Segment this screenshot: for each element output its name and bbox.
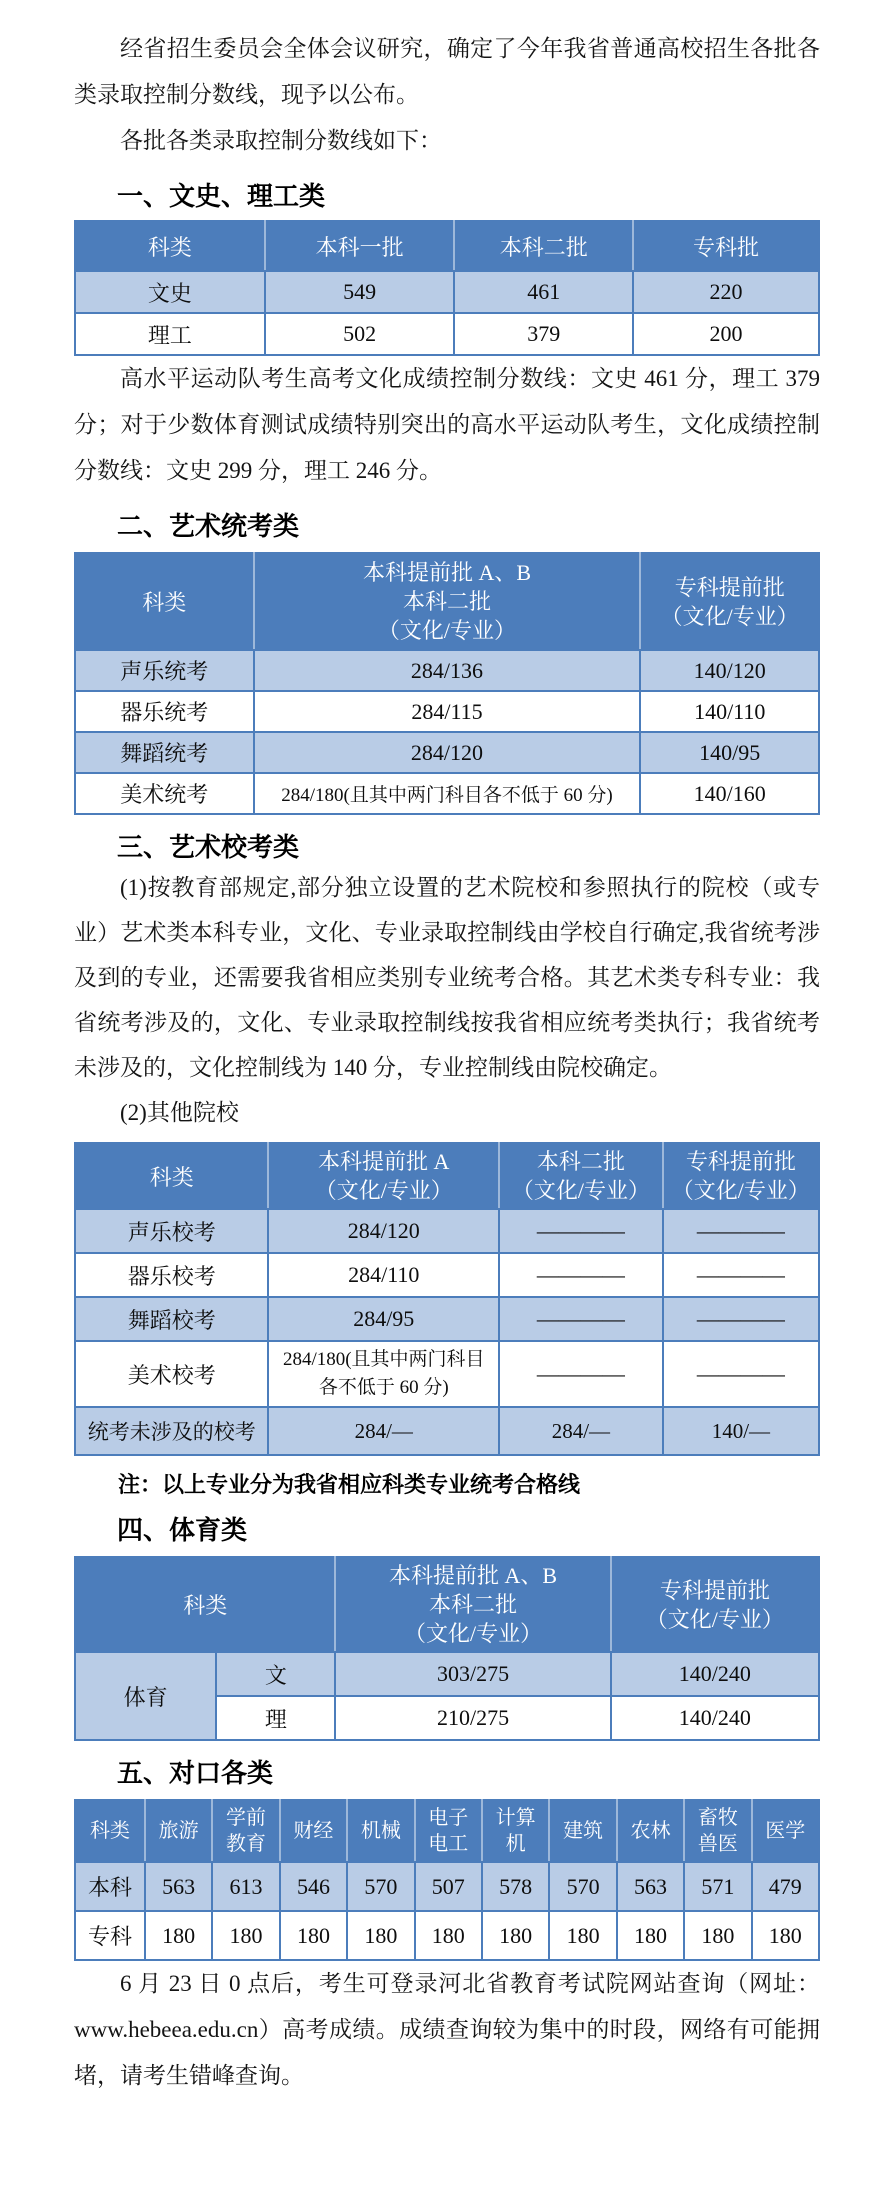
score-cell: 284/180(且其中两门科目各不低于 60 分) [268,1341,499,1407]
header-line: 本科提前批 A [318,1149,450,1174]
row-label: 舞蹈统考 [75,732,254,773]
row-label: 文 [216,1652,335,1696]
column-header [268,1143,499,1209]
score-cell: 502 [265,313,455,355]
score-cell: 140/95 [640,732,819,773]
header-line: 本科二批 [429,1592,518,1617]
score-table-vocational [74,1799,820,1961]
header-line: （文化/专业） [511,1178,650,1203]
score-cell: ———— [499,1341,663,1407]
header-line: （文化/专业） [403,1621,543,1646]
score-cell: 180 [212,1911,279,1960]
score-cell: 578 [482,1862,549,1911]
row-label: 舞蹈校考 [75,1297,268,1341]
intro-paragraph-1: 经省招生委员会全体会议研究，确定了今年我省普通高校招生各批各类录取控制分数线，现予以公布。 [74,36,820,107]
table-row [75,271,819,313]
header-line: （文化/专业） [314,1178,453,1203]
score-cell: 546 [280,1862,347,1911]
table-row [75,773,819,814]
score-cell: 180 [549,1911,616,1960]
score-cell: 284/115 [254,691,641,732]
score-cell: 379 [454,313,633,355]
column-header: 本科二批 [454,221,633,271]
column-header: 科类 [75,1800,145,1862]
table-row [75,1297,819,1341]
score-cell: 479 [752,1862,819,1911]
row-label: 本科 [75,1862,145,1911]
score-cell: 180 [280,1911,347,1960]
table-row [75,1911,819,1960]
score-cell: 613 [212,1862,279,1911]
score-cell: 180 [415,1911,482,1960]
column-header [254,553,641,650]
section-heading-3: 三、艺术校考类 [117,832,300,862]
header-line: （文化/专业） [671,1178,810,1203]
column-header: 农林 [617,1800,684,1862]
row-label: 美术校考 [75,1341,268,1407]
column-header: 电子电工 [415,1800,482,1862]
score-cell: 461 [454,271,633,313]
score-cell: 284/136 [254,650,641,691]
column-header: 计算机 [482,1800,549,1862]
score-cell: 284/— [268,1407,499,1455]
table-header-row [75,1143,819,1209]
score-cell: 284/95 [268,1297,499,1341]
score-table-art-unified [74,552,820,815]
score-cell: ———— [663,1209,819,1253]
score-table-sports [74,1556,820,1741]
score-cell: 507 [415,1862,482,1911]
score-cell: 563 [145,1862,212,1911]
score-cell: 571 [684,1862,751,1911]
score-cell: 570 [347,1862,414,1911]
score-cell: 200 [633,313,819,355]
header-line: 本科二批 [536,1149,625,1174]
score-cell: 210/275 [335,1696,610,1740]
section-heading-5: 五、对口各类 [117,1758,274,1788]
art-school-paragraph: (1)按教育部规定,部分独立设置的艺术院校和参照执行的院校（或专业）艺术类本科专业，文化、专业录取控制线由学校自行确定,我省统考涉及到的专业，还需要我省相应类别专业统考合格。其艺术类专科专业：我省统考涉及的，文化、专业录取控制线按我省相应统考类执行；我省统考未涉及的，文化控制线为 140 分，专业控制线由院校确定。 [74,875,820,1080]
score-cell: 563 [617,1862,684,1911]
athletes-note-paragraph: 高水平运动队考生高考文化成绩控制分数线：文史 461 分，理工 379 分；对于少数体育测试成绩特别突出的高水平运动队考生，文化成绩控制分数线：文史 299 分，理工 246 分。 [74,366,820,483]
column-header: 专科批 [633,221,819,271]
table-row [75,1652,819,1696]
closing-paragraph: 6 月 23 日 0 点后，考生可登录河北省教育考试院网站查询（网址：www.hebeea.edu.cn）高考成绩。成绩查询较为集中的时段，网络有可能拥堵，请考生错峰查询。 [74,1971,820,2088]
score-cell: 284/120 [268,1209,499,1253]
table-row [75,1341,819,1407]
column-header [611,1557,819,1652]
score-cell: 140/110 [640,691,819,732]
score-cell: 140/160 [640,773,819,814]
row-label: 器乐统考 [75,691,254,732]
row-label: 理 [216,1696,335,1740]
score-cell: ———— [499,1297,663,1341]
row-label: 统考未涉及的校考 [75,1407,268,1455]
score-cell: 180 [482,1911,549,1960]
row-label: 声乐校考 [75,1209,268,1253]
column-header: 学前教育 [212,1800,279,1862]
score-cell: 284/110 [268,1253,499,1297]
column-header [640,553,819,650]
row-label: 美术统考 [75,773,254,814]
score-cell: 284/180(且其中两门科目各不低于 60 分) [254,773,641,814]
score-cell: 303/275 [335,1652,610,1696]
row-group-label: 体育 [75,1652,216,1740]
score-cell: ———— [663,1341,819,1407]
row-label: 文史 [75,271,265,313]
table-row [75,1253,819,1297]
section-heading-2: 二、艺术统考类 [117,511,300,541]
table-row [75,1209,819,1253]
score-cell: ———— [663,1253,819,1297]
score-cell: 140/120 [640,650,819,691]
column-header: 科类 [75,1143,268,1209]
table-row [75,691,819,732]
column-header: 旅游 [145,1800,212,1862]
header-line: （文化/专业） [377,618,517,643]
score-cell: 180 [145,1911,212,1960]
table-header-row [75,221,819,271]
table-row [75,650,819,691]
table-row [75,1407,819,1455]
other-colleges-label: (2)其他院校 [120,1100,239,1125]
score-cell: 180 [347,1911,414,1960]
header-line: （文化/专业） [645,1606,784,1632]
score-cell: 220 [633,271,819,313]
score-cell: 180 [617,1911,684,1960]
column-header: 科类 [75,221,265,271]
score-cell: ———— [499,1253,663,1297]
score-table-wenshi-ligong [74,220,820,356]
score-cell: 140/— [663,1407,819,1455]
table-header-row [75,553,819,650]
score-cell: 284/— [499,1407,663,1455]
column-header [335,1557,610,1652]
header-line: 本科提前批 A、B [362,560,532,585]
column-header: 建筑 [549,1800,616,1862]
column-header: 机械 [347,1800,414,1862]
column-header: 科类 [75,553,254,650]
section-heading-4: 四、体育类 [117,1515,248,1545]
column-header: 本科一批 [265,221,455,271]
column-header: 财经 [280,1800,347,1862]
column-header: 科类 [75,1557,335,1652]
header-line: 专科提前批 [674,574,785,600]
score-cell: 570 [549,1862,616,1911]
score-cell: ———— [663,1297,819,1341]
column-header [663,1143,819,1209]
row-label: 理工 [75,313,265,355]
column-header [499,1143,663,1209]
table-note: 注：以上专业分为我省相应科类专业统考合格线 [118,1472,581,1497]
table-header-row [75,1557,819,1652]
row-label: 声乐统考 [75,650,254,691]
header-line: 专科提前批 [659,1577,770,1603]
score-cell: 180 [684,1911,751,1960]
table-row [75,732,819,773]
score-cell: ———— [499,1209,663,1253]
header-line: 本科二批 [402,589,491,614]
intro-paragraph-2: 各批各类录取控制分数线如下： [120,128,442,153]
score-cell: 284/120 [254,732,641,773]
header-line: （文化/专业） [660,603,799,629]
score-cell: 180 [752,1911,819,1960]
table-row [75,1862,819,1911]
score-cell: 549 [265,271,455,313]
table-row [75,313,819,355]
table-header-row [75,1800,819,1862]
score-cell: 140/240 [611,1652,819,1696]
score-cell: 140/240 [611,1696,819,1740]
row-label: 专科 [75,1911,145,1960]
score-table-art-school [74,1142,820,1456]
section-heading-1: 一、文史、理工类 [117,181,326,211]
column-header: 医学 [752,1800,819,1862]
header-line: 本科提前批 A、B [388,1563,558,1588]
column-header: 畜牧兽医 [684,1800,751,1862]
row-label: 器乐校考 [75,1253,268,1297]
header-line: 专科提前批 [685,1149,796,1174]
